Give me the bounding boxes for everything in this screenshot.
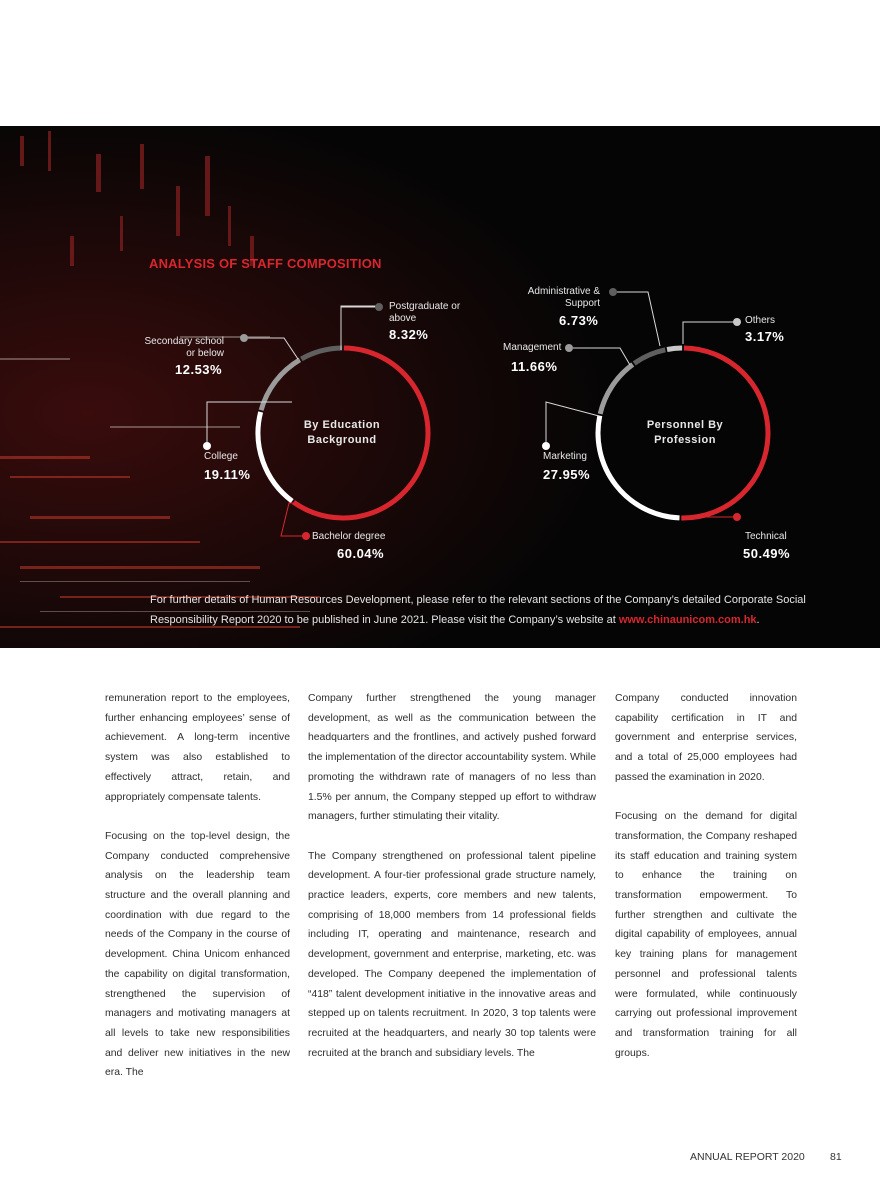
technical-label: Technical — [745, 531, 787, 542]
col1-paragraph-2: Focusing on the top-level design, the Company conducted comprehensive analysis on the leadership team structure and the overall planning and coordination with due regard to the needs of the Company in the course of development. China Unicom enhanced the capability on digital transformation, strengthened the supervision of managers and motivating managers at all levels to take new responsibilities and deliver new initiatives in the new era. The — [105, 830, 290, 1079]
section-title: ANALYSIS OF STAFF COMPOSITION — [149, 256, 382, 271]
management-percent: 11.66% — [511, 359, 558, 374]
bachelor-percent: 60.04% — [337, 546, 385, 561]
chart1-center-title — [282, 418, 402, 448]
management-label: Management — [503, 342, 562, 353]
admin-label-line2: Support — [564, 298, 600, 309]
secondary-label-line1: Secondary school — [144, 336, 224, 347]
technical-percent: 50.49% — [743, 546, 791, 561]
donut-segment-others — [667, 348, 682, 350]
bachelor-label: Bachelor degree — [312, 531, 386, 542]
chart2-center-title — [625, 418, 745, 448]
donut-segment-secondary-school-or-below — [261, 360, 300, 410]
secondary-label-line2: or below — [186, 348, 224, 359]
col1-paragraph-1: remuneration report to the employees, further enhancing employees’ sense of achievement. A long-term incentive system was also established to effectively attract, retain, and appropriately compensate talents. — [105, 693, 290, 803]
admin-percent: 6.73% — [559, 313, 599, 328]
others-label: Others — [745, 315, 776, 326]
donut-charts-canvas — [0, 126, 880, 648]
text-column-1 — [105, 689, 290, 1083]
postgrad-label-line1: Postgraduate or — [389, 301, 461, 312]
admin-label-line1: Administrative & — [527, 286, 600, 297]
text-column-2 — [308, 689, 596, 1063]
col3-paragraph-1: Company conducted innovation capability certification in IT and government and enterprise services, and a total of 25,000 employees had passed the examination in 2020. — [615, 693, 797, 783]
chart2-center-line2: Profession — [654, 434, 716, 446]
chart2-center-line1: Personnel By — [646, 419, 724, 431]
footnote-period: . — [756, 614, 760, 626]
marketing-label: Marketing — [543, 451, 587, 462]
postgrad-label — [389, 301, 460, 325]
postgrad-label-line2: above — [389, 313, 417, 324]
text-column-3 — [615, 689, 797, 1063]
footnote-text: For further details of Human Resources Development, please refer to the relevant sections of the Company’s detailed Corporate Social Responsibility Report 2020 to be published in June 2021. Please visit the Company’s website at — [150, 594, 806, 626]
secondary-percent: 12.53% — [175, 362, 223, 377]
postgrad-percent: 8.32% — [389, 327, 429, 342]
page-number: 81 — [830, 1151, 842, 1163]
college-label: College — [204, 451, 238, 462]
footnote — [150, 590, 830, 630]
staff-composition-banner — [0, 126, 880, 648]
donut-segment-administrative-support — [634, 350, 665, 364]
col2-paragraph-1: Company further strengthened the young manager development, as well as the communication between the headquarters and the frontlines, and actively pushed forward the implementation of the director accountability system. While promoting the withdrawn rate of managers of no less than 1.5% per annum, the Company stepped up effort to withdraw managers, further stimulating their vitality. — [308, 693, 596, 823]
secondary-label — [120, 336, 224, 360]
donut-segment-postgraduate-or-above — [301, 348, 342, 359]
marketing-percent: 27.95% — [543, 467, 591, 482]
chart1-center-line1: By Education — [303, 419, 381, 431]
donut-segment-management — [600, 364, 633, 413]
college-percent: 19.11% — [204, 467, 251, 482]
chart1-center-line2: Background — [307, 434, 377, 446]
others-percent: 3.17% — [745, 329, 785, 344]
website-link[interactable]: www.chinaunicom.com.hk — [618, 614, 757, 626]
col2-paragraph-2: The Company strengthened on professional talent pipeline development. A four-tier professional grade structure namely, practice leaders, experts, core members and new talents, comprising of 18,000 members from 14 professional fields including IT, operating and maintenance, research and development, government and enterprise, marketing, etc. was developed. The Company deepened the implementation of “418” talent development initiative in the innovative areas and stepped up on talents recruitment. In 2020, 3 top talents were recruited at the headquarters, and nearly 30 top talents were recruited at the branch and subsidiary levels. The — [308, 850, 596, 1059]
admin-label — [500, 286, 600, 310]
report-label: ANNUAL REPORT 2020 — [690, 1151, 805, 1163]
col3-paragraph-2: Focusing on the demand for digital transformation, the Company reshaped its staff education and training system to enhance the training on transformation empowerment. To further strengthen and cultivate the digital capability of employees, annual key training plans for management personnel and professional talents were formulated, while continuously carrying out professional improvement and transformation training for all groups. — [615, 811, 797, 1059]
